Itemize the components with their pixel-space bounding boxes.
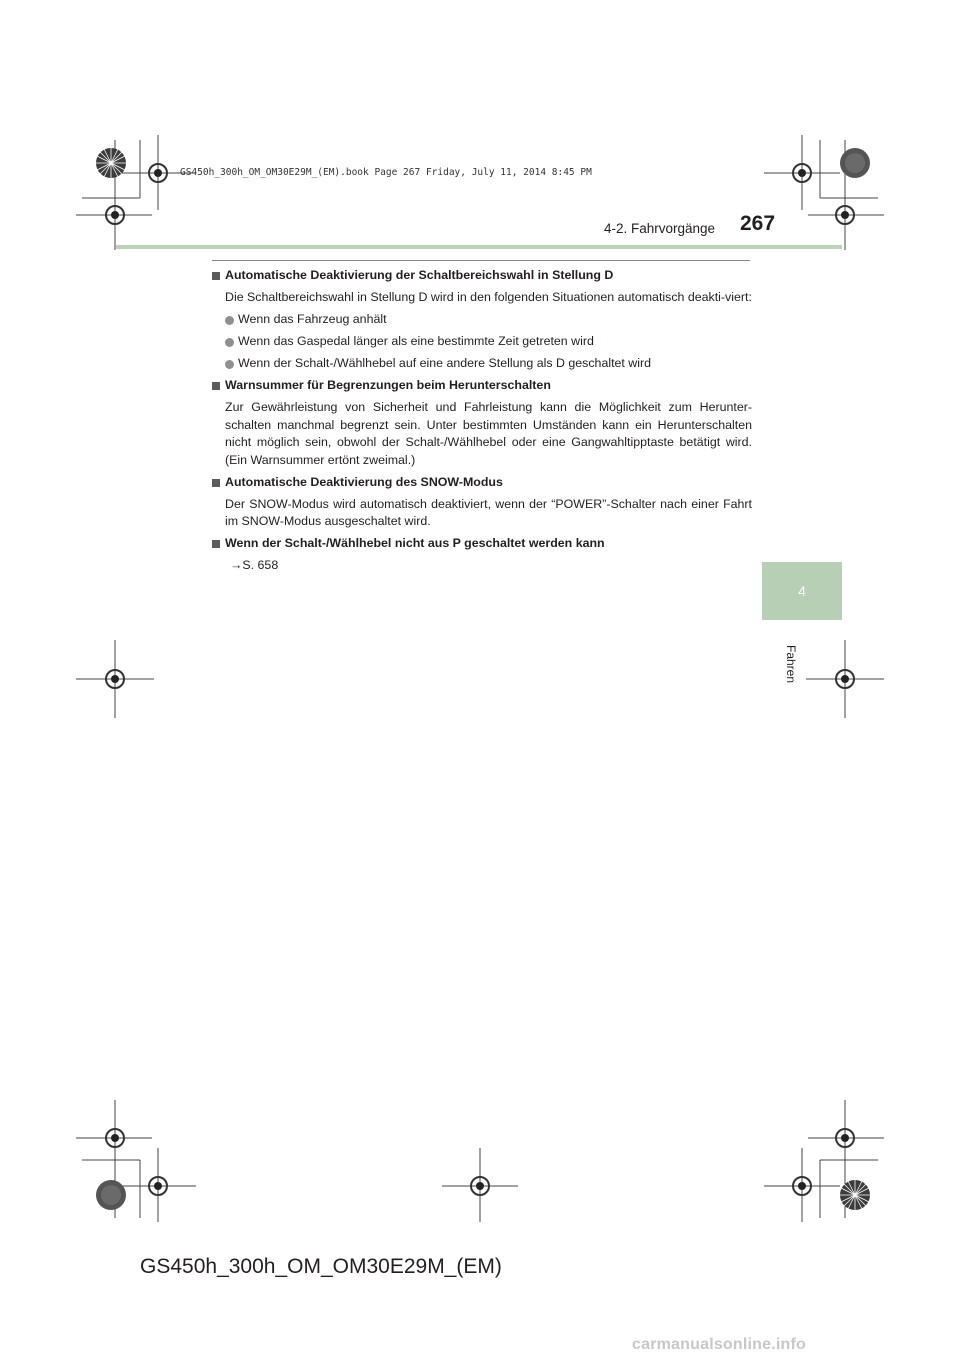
square-bullet-icon: [212, 382, 220, 390]
chapter-tab: [762, 562, 842, 620]
section-heading: Warnsummer für Begrenzungen beim Herunterschalten: [212, 377, 752, 395]
circle-bullet-icon: [225, 316, 234, 325]
square-bullet-icon: [212, 479, 220, 487]
section-text: Zur Gewährleistung von Sicherheit und Fahrleistung kann die Möglichkeit zum Herunter-schalten manchmal begrenzt sein. Unter bestimmten Umständen kann ein Herunterschalten nicht möglich sein, obwohl der Schalt-/Wählhebel oder eine Gangwahltipptaste betätigt wird. (Ein Warnsummer ertönt zweimal.): [225, 400, 752, 467]
square-bullet-icon: [212, 540, 220, 548]
page-reference-link[interactable]: →S. 658: [230, 558, 279, 572]
page-number: 267: [740, 212, 776, 235]
list-item: Wenn das Gaspedal länger als eine bestimmte Zeit getreten wird: [212, 333, 752, 351]
list-item: Wenn das Fahrzeug anhält: [212, 311, 752, 329]
circle-bullet-icon: [225, 360, 234, 369]
watermark: carmanualsonline.info: [632, 1336, 807, 1353]
book-info-line: GS450h_300h_OM_OM30E29M_(EM).book Page 267 Friday, July 11, 2014 8:45 PM: [180, 167, 592, 178]
section-text: Der SNOW-Modus wird automatisch deaktiviert, wenn der “POWER”-Schalter nach einer Fahrt im SNOW-Modus ausgeschaltet wird.: [225, 496, 752, 528]
chapter-label-text: Fahren: [784, 644, 798, 684]
section-heading: Wenn der Schalt-/Wählhebel nicht aus P geschaltet werden kann: [212, 535, 752, 553]
page-content: [212, 267, 752, 575]
section-title: 4-2. Fahrvorgänge: [604, 221, 716, 236]
square-bullet-icon: [212, 272, 220, 280]
section-heading: Automatische Deaktivierung des SNOW-Modus: [212, 474, 752, 492]
content-rule: [212, 260, 750, 261]
list-item: Wenn der Schalt-/Wählhebel auf eine andere Stellung als D geschaltet wird: [212, 355, 752, 373]
chapter-number: 4: [798, 583, 806, 599]
chapter-label: [784, 644, 798, 684]
section-text: Die Schaltbereichswahl in Stellung D wird in den folgenden Situationen automatisch deakti-viert:: [225, 290, 752, 304]
section-heading: Automatische Deaktivierung der Schaltbereichswahl in Stellung D: [212, 267, 752, 285]
circle-bullet-icon: [225, 338, 234, 347]
header-rule: [116, 245, 842, 249]
footer-title: GS450h_300h_OM_OM30E29M_(EM): [140, 1255, 502, 1278]
